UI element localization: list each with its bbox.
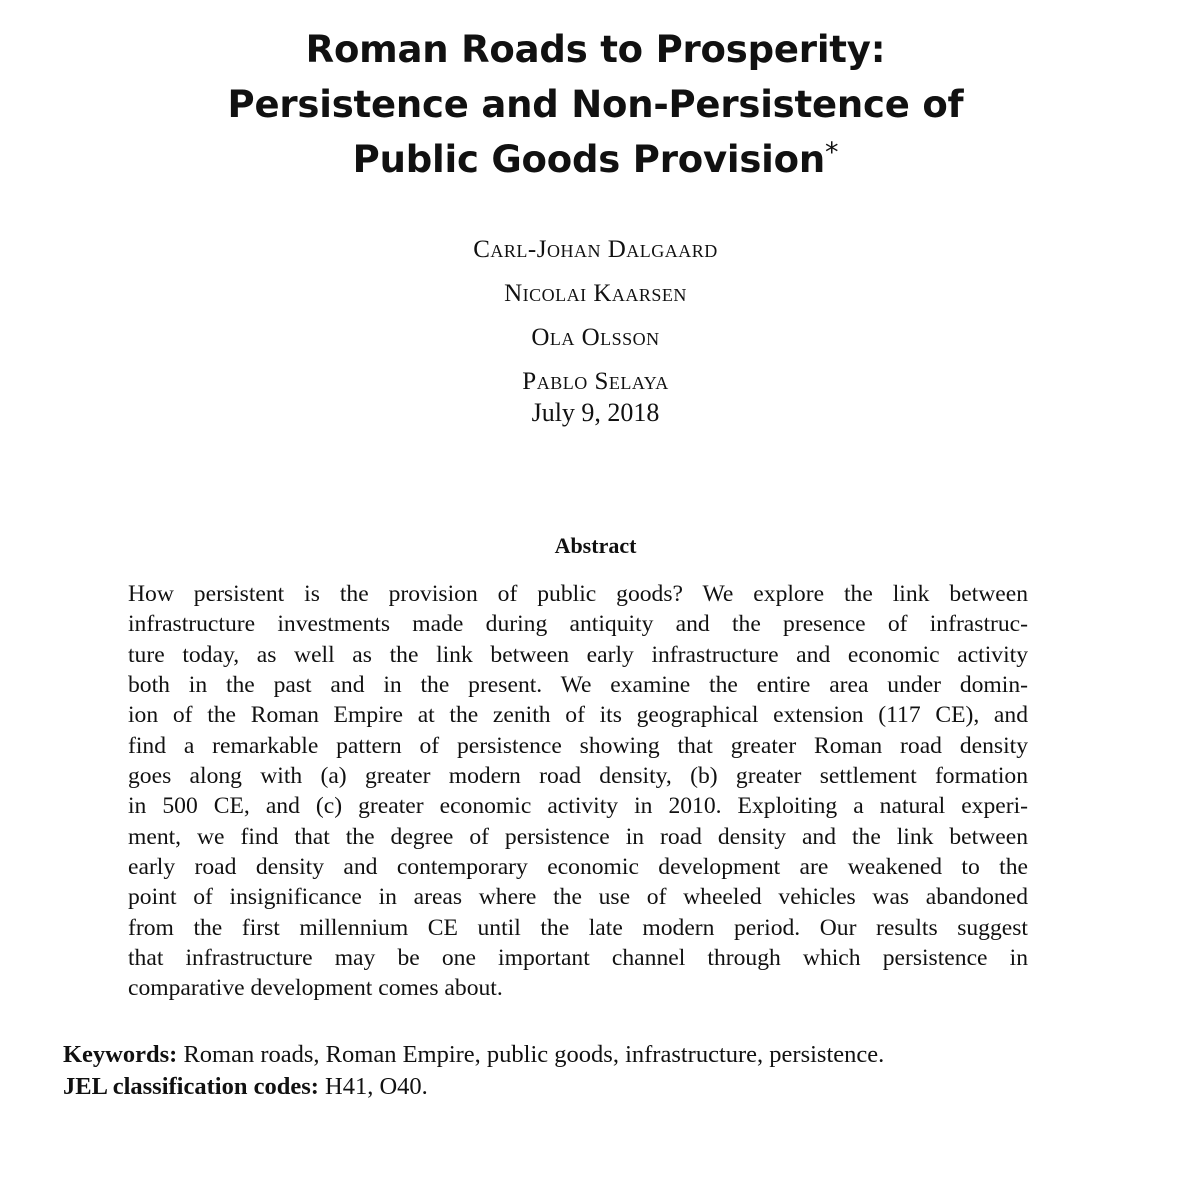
publication-date: July 9, 2018 xyxy=(531,398,660,427)
abstract-body xyxy=(128,579,1028,1004)
abstract-line: How persistent is the provision of public goods? We explore the link between xyxy=(128,581,1028,607)
jel-label: JEL classification codes: xyxy=(63,1073,319,1100)
keywords-row xyxy=(63,1039,1133,1071)
keywords-label: Keywords: xyxy=(63,1041,178,1068)
abstract-line: early road density and contemporary economic development are weakened to the xyxy=(128,854,1028,881)
title-footnote-marker[interactable]: * xyxy=(825,137,839,168)
abstract-line: that infrastructure may be one important channel through which persistence in xyxy=(128,945,1028,972)
author-name: Ola Olsson xyxy=(531,324,660,351)
author-name: Pablo Selaya xyxy=(522,368,669,395)
keywords-value: Roman roads, Roman Empire, public goods, infrastructure, persistence. xyxy=(183,1041,885,1068)
author-name: Nicolai Kaarsen xyxy=(504,280,687,307)
author-list xyxy=(0,228,1191,404)
paper-title xyxy=(0,22,1191,187)
abstract-heading: Abstract xyxy=(554,533,637,558)
jel-row xyxy=(63,1071,1133,1103)
abstract-line: ment, we find that the degree of persistence in road density and the link between xyxy=(128,823,1028,850)
title-line xyxy=(0,132,1191,187)
paper-metadata xyxy=(63,1039,1133,1103)
abstract-line: ion of the Roman Empire at the zenith of its geographical extension (117 CE), and xyxy=(128,702,1028,729)
title-line: Persistence and Non-Persistence of xyxy=(227,83,964,126)
abstract-line: find a remarkable pattern of persistence showing that greater Roman road density xyxy=(128,732,1028,759)
abstract-line: goes along with (a) greater modern road density, (b) greater settlement formation xyxy=(128,763,1028,790)
abstract-line: in 500 CE, and (c) greater economic activity in 2010. Exploiting a natural experi- xyxy=(128,793,1028,820)
author-name: Carl-Johan Dalgaard xyxy=(473,236,718,263)
abstract-line: point of insignificance in areas where the use of wheeled vehicles was abandoned xyxy=(128,884,1028,911)
title-line-text: Public Goods Provision xyxy=(352,138,826,181)
abstract-line: both in the past and in the present. We examine the entire area under domin- xyxy=(128,672,1028,699)
title-line: Roman Roads to Prosperity: xyxy=(305,28,886,71)
abstract-line: comparative development comes about. xyxy=(128,975,503,1002)
abstract-line: from the first millennium CE until the late modern period. Our results suggest xyxy=(128,914,1028,941)
abstract-line: infrastructure investments made during antiquity and the presence of infrastruc- xyxy=(128,611,1028,638)
abstract-line: ture today, as well as the link between early infrastructure and economic activity xyxy=(128,641,1028,668)
jel-value: H41, O40. xyxy=(325,1073,428,1100)
